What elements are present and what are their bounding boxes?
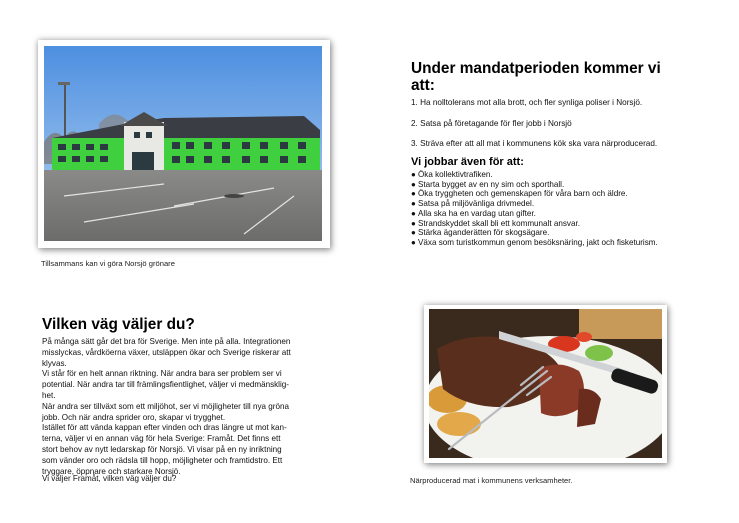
bullet-icon: ● <box>411 218 416 228</box>
bullet-icon: ● <box>411 189 416 199</box>
paragraph-line: som vänder oro och rädsla till hopp, möjligheter och framtidstro. Ett <box>42 455 283 465</box>
paragraph-line: Istället för att vända kappan efter vinden och dras längre ut mot kan- <box>42 423 287 433</box>
bullet-icon: ● <box>411 179 416 189</box>
mandate-heading <box>411 60 661 94</box>
building-photo-illustration <box>44 46 322 241</box>
list-item: ● Strandskyddet skall bli ett kommunalt ansvar. <box>411 218 580 228</box>
food-photo-caption: Närproducerad mat i kommunens verksamheter. <box>410 476 573 485</box>
paragraph-line: terna, väljer vi en annan väg för hela Sverige: Framåt. Det finns ett <box>42 434 281 444</box>
list-item: ● Öka tryggheten och gemenskapen för våra barn och äldre. <box>411 189 628 199</box>
mandate-point-3: 3. Sträva efter att all mat i kommunens kök ska vara närproducerad. <box>411 139 658 148</box>
paragraph-line: På många sätt går det bra för Sverige. Men inte på alla. Integrationen <box>42 337 291 346</box>
list-item: ● Öka kollektivtrafiken. <box>411 170 493 179</box>
bullet-icon: ● <box>411 170 416 179</box>
paragraph-line: Vi står för en helt annan riktning. När andra bara ser problem ser vi <box>42 369 282 379</box>
food-photo-frame <box>424 305 667 463</box>
list-item: ● Satsa på miljövänliga drivmedel. <box>411 199 535 209</box>
list-item: ● Starta bygget av en ny sim och sporthall. <box>411 179 565 189</box>
paragraph-line: När andra ser tillväxt som ett miljöhot, ser vi möjligheter till nya gröna <box>42 401 289 411</box>
which-way-closing: Vi väljer Framåt, vilken väg väljer du? <box>42 474 177 483</box>
building-photo-frame <box>38 40 330 248</box>
mandate-heading-line1: Under mandatperioden kommer vi <box>411 60 661 77</box>
paragraph-line: het. <box>42 390 56 400</box>
bullet-icon: ● <box>411 199 416 209</box>
building-photo <box>44 46 322 241</box>
mandate-point-1: 1. Ha nolltolerans mot alla brott, och fler synliga poliser i Norsjö. <box>411 98 643 107</box>
food-photo <box>429 309 662 458</box>
also-work-heading: Vi jobbar även för att: <box>411 156 524 168</box>
paragraph-line: jobb. Och när andra sprider oro, skapar vi trygghet. <box>42 412 226 422</box>
list-item: ● Stärka äganderätten för skogsägare. <box>411 228 550 238</box>
bullet-icon: ● <box>411 237 416 247</box>
paragraph-line: stort behov av nytt ledarskap för Norsjö. Vi visar på en ny inriktning <box>42 444 282 454</box>
which-way-paragraph <box>42 337 342 477</box>
mandate-heading-line2: att: <box>411 77 435 94</box>
mandate-point-2: 2. Satsa på företagande för fler jobb i Norsjö <box>411 119 572 128</box>
also-work-list <box>411 170 658 248</box>
food-photo-illustration <box>429 309 662 458</box>
paragraph-line: misslyckas, vårdköerna växer, utsläppen ökar och Sverige riskerar att <box>42 347 291 357</box>
paragraph-line: tryggare, öppnare och starkare Norsjö. <box>42 466 181 476</box>
list-item: ● Växa som turistkommun genom besöksnäring, jakt och fisketurism. <box>411 237 658 247</box>
paragraph-line: potential. När andra tar till främlingsfientlighet, väljer vi medmänsklig- <box>42 380 289 390</box>
bullet-icon: ● <box>411 228 416 238</box>
list-item: ● Alla ska ha en vardag utan gifter. <box>411 208 536 218</box>
bullet-icon: ● <box>411 208 416 218</box>
building-photo-caption: Tillsammans kan vi göra Norsjö grönare <box>41 259 175 268</box>
which-way-heading: Vilken väg väljer du? <box>42 316 195 333</box>
paragraph-line: klyvas. <box>42 358 67 368</box>
